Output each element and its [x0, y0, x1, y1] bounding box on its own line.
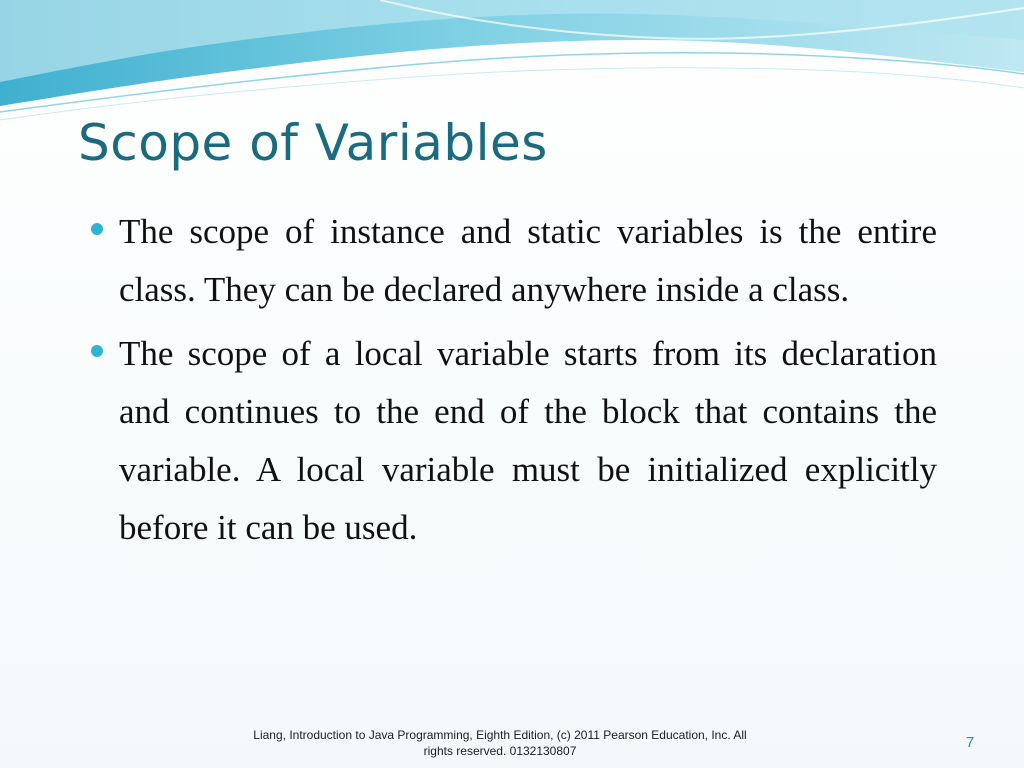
slide-number: 7 [965, 734, 975, 751]
footer-line-2: rights reserved. 0132130807 [423, 744, 577, 758]
footer-copyright [200, 727, 800, 759]
bullet-list [88, 203, 937, 557]
bullet-dot-icon [91, 345, 103, 357]
slide-title: Scope of Variables [78, 114, 548, 172]
bullet-item [88, 203, 937, 319]
bullet-text: The scope of a local variable starts from its declaration and continues to the end of the block that contains the variable. A local variable must be initialized explicitly before it can be used. [119, 334, 937, 547]
bullet-dot-icon [91, 223, 103, 235]
footer-line-1: Liang, Introduction to Java Programming, Eighth Edition, (c) 2011 Pearson Education, Inc. All [253, 728, 747, 742]
bullet-item [88, 325, 937, 557]
bullet-text: The scope of instance and static variables is the entire class. They can be declared anywhere inside a class. [119, 212, 937, 309]
